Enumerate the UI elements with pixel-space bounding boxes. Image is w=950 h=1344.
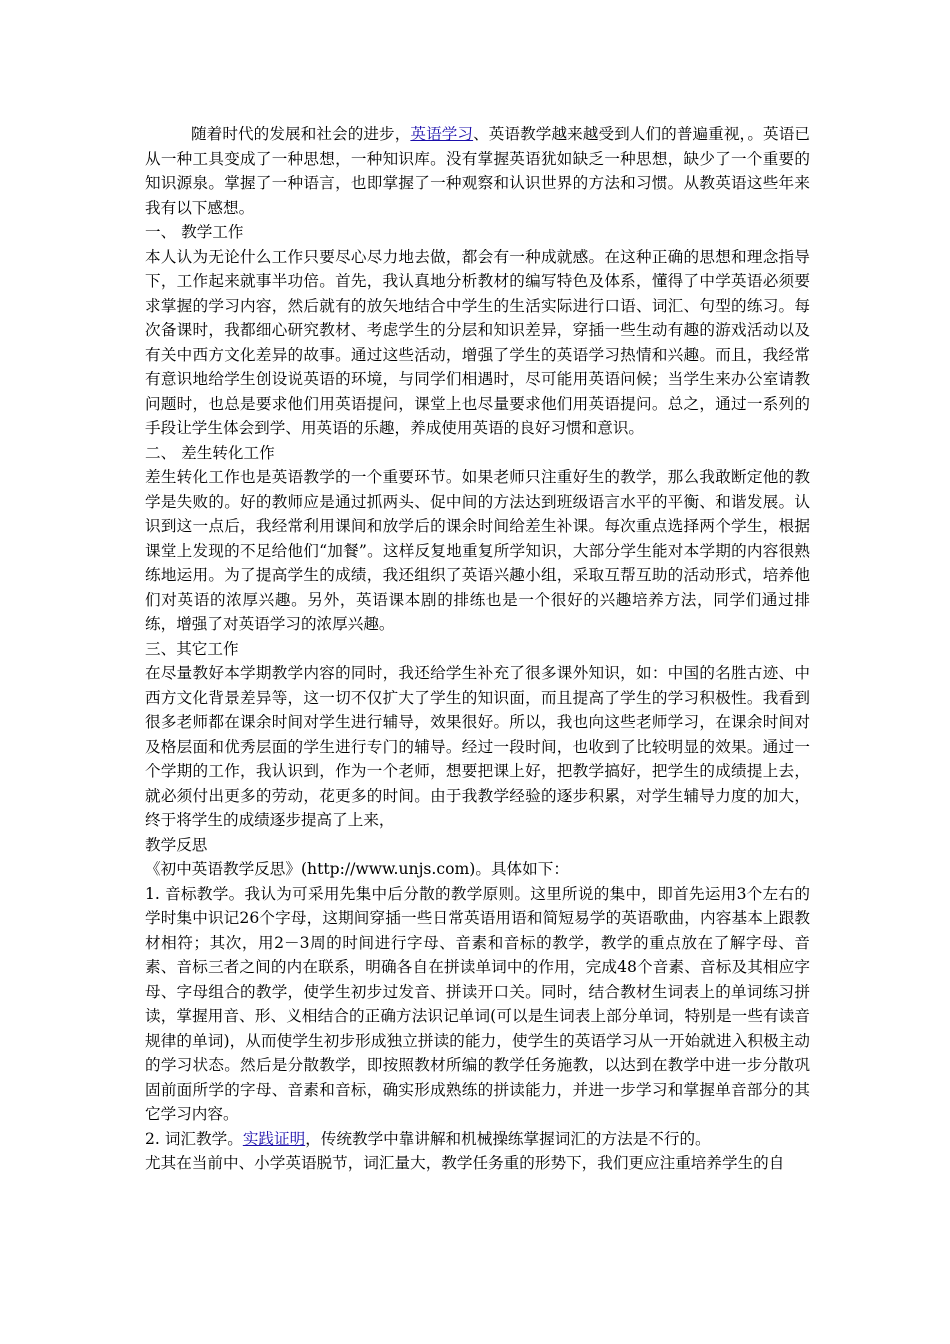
item2-text-start: 2. 词汇教学。 [145,1129,243,1148]
practice-proves-link[interactable]: 实践证明 [242,1129,306,1148]
item2-text-rest: ，传统教学中靠讲解和机械操练掌握词汇的方法是不行的。 [305,1129,711,1148]
intro-paragraph [145,122,810,220]
intro-text-start: 随着时代的发展和社会的进步， [191,125,411,143]
section3-body: 在尽量教好本学期教学内容的同时，我还给学生补充了很多课外知识，如：中国的名胜古迹、中西方文化背景差异等，这一切不仅扩大了学生的知识面，而且提高了学生的学习积极性。我看到很多老师都在课余时间对学生进行辅导，效果很好。所以，我也向这些老师学习，在课余时间对及格层面和优秀层面的学生进行专门的辅导。经过一段时间，也收到了比较明显的效果。通过一个学期的工作，我认识到，作为一个老师，想要把课上好，把教学搞好，把学生的成绩提上去，就必须付出更多的劳动，花更多的时间。由于我教学经验的逐步积累，对学生辅导力度的加大，终于将学生的成绩逐步提高了上来， [145,664,810,829]
section1-heading: 一、 教学工作 [145,223,244,241]
intro-text-rest: 、英语教学越来越受到人们的普遍重视，。英语已从一种工具变成了一种思想，一种知识库。没有掌握英语犹如缺乏一种思想，缺少了一个重要的知识源泉。掌握了一种语言，也即掌握了一种观察和认识世界的方法和习惯。从教英语这些年来我有以下感想。 [145,125,810,217]
section2-heading: 二、 差生转化工作 [145,443,275,462]
reflection-heading: 教学反思 [145,835,208,854]
reflection-item-1: 1. 音标教学。我认为可采用先集中后分散的教学原则。这里所说的集中，即首先运用3个左右的学时集中识记26个字母，这期间穿插一些日常英语用语和简短易学的英语歌曲，内容基本上跟教材相符；其次，用2－3周的时间进行字母、音素和音标的教学，教学的重点放在了解字母、音素、音标三者之间的内在联系，明确各自在拼读单词中的作用，完成48个音素、音标及其相应字母、字母组合的教学，使学生初步过发音、拼读开口关。同时，结合教材生词表上的单词练习拼读，掌握用音、形、义相结合的正确方法识记单词(可以是生词表上部分单词，特别是一些有读音规律的单词)，从而使学生初步形成独立拼读的能力，使学生的英语学习从一开始就进入积极主动的学习状态。然后是分散教学，即按照教材所编的教学任务施教，以达到在教学中进一步分散巩固前面所学的字母、音素和音标，确实形成熟练的拼读能力，并进一步学习和掌握单音部分的其它学习内容。 [145,884,810,1123]
section3-heading: 三、其它工作 [145,639,239,658]
reflection-item-2 [145,1127,810,1152]
section1-body: 本人认为无论什么工作只要尽心尽力地去做，都会有一种成就感。在这种正确的思想和理念指导下，工作起来就事半功倍。首先，我认真地分析教材的编写特色及体系，懂得了中学英语必须要求掌握的学习内容，然后就有的放矢地结合中学生的生活实际进行口语、词汇、句型的练习。每次备课时，我都细心研究教材、考虑学生的分层和知识差异，穿插一些生动有趣的游戏活动以及有关中西方文化差异的故事。通过这些活动，增强了学生的英语学习热情和兴趣。而且，我经常有意识地给学生创设说英语的环境，与同学们相遇时，尽可能用英语问候；当学生来办公室请教问题时，也总是要求他们用英语提问，课堂上也尽量要求他们用英语提问。总之，通过一系列的手段让学生体会到学、用英语的乐趣，养成使用英语的良好习惯和意识。 [145,247,810,437]
section2-body: 差生转化工作也是英语教学的一个重要环节。如果老师只注重好生的教学，那么我敢断定他的教学是失败的。好的教师应是通过抓两头、促中间的方法达到班级语言水平的平衡、和谐发展。认识到这一点后，我经常利用课间和放学后的课余时间给差生补课。每次重点选择两个学生，根据课堂上发现的不足给他们“加餐”。这样反复地重复所学知识，大部分学生能对本学期的内容很熟练地运用。为了提高学生的成绩，我还组织了英语兴趣小组，采取互帮互助的活动形式，培养他们对英语的浓厚兴趣。另外，英语课本剧的排练也是一个很好的兴趣培养方法，同学们通过排练，增强了对英语学习的浓厚兴趣。 [145,468,810,633]
document-body [145,122,810,1176]
english-learning-link[interactable]: 英语学习 [410,125,474,143]
reflection-source: 《初中英语教学反思》(http://www.unjs.com)。具体如下： [145,860,569,878]
reflection-item-2-body: 尤其在当前中、小学英语脱节，词汇量大，教学任务重的形势下，我们更应注重培养学生的自 [145,1154,785,1172]
